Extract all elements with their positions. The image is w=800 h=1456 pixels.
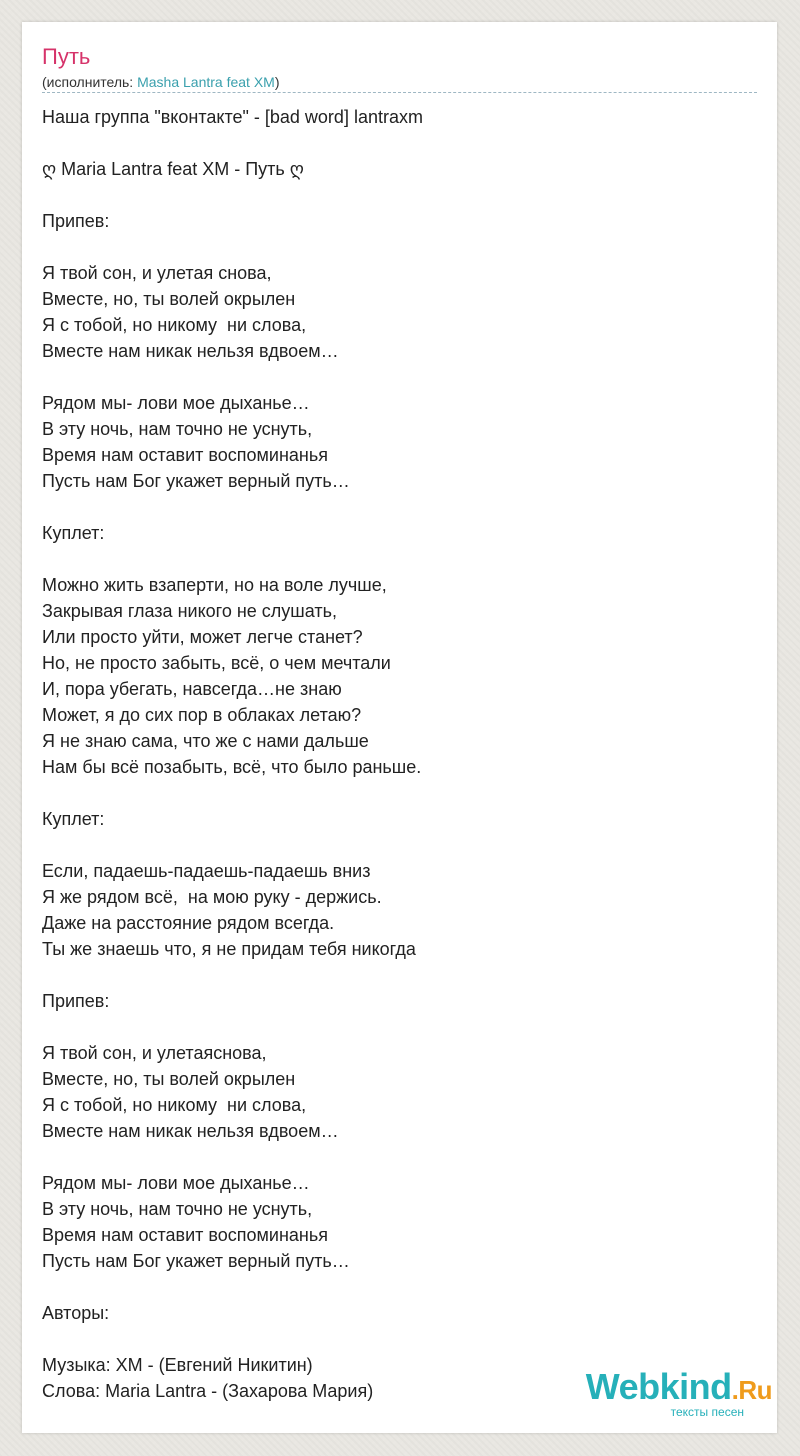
lyric-line: В эту ночь, нам точно не уснуть,: [42, 1199, 313, 1219]
lyric-blank-line: [42, 1274, 742, 1300]
lyric-line: Я с тобой, но никому ни слова,: [42, 315, 307, 335]
lyric-line: Музыка: XM - (Евгений Никитин): [42, 1355, 313, 1375]
webkind-logo[interactable]: [552, 1368, 772, 1418]
lyric-blank-line: [42, 1144, 742, 1170]
lyric-line: Припев:: [42, 211, 110, 231]
artist-link[interactable]: Masha Lantra feat XM: [137, 74, 275, 90]
lyric-blank-line: [42, 780, 742, 806]
lyric-line: Куплет:: [42, 523, 105, 543]
lyric-line: Я твой сон, и улетаяснова,: [42, 1043, 267, 1063]
lyric-line: Я с тобой, но никому ни слова,: [42, 1095, 307, 1115]
artist-prefix: (исполнитель:: [42, 74, 138, 90]
lyric-line: Время нам оставит воспоминанья: [42, 1225, 328, 1245]
lyric-line: Вместе нам никак нельзя вдвоем…: [42, 341, 339, 361]
lyric-line: Я не знаю сама, что же с нами дальше: [42, 731, 369, 751]
lyric-blank-line: [42, 546, 742, 572]
artist-line: [42, 73, 280, 91]
lyric-blank-line: [42, 962, 742, 988]
lyric-line: Но, не просто забыть, всё, о чем мечтали: [42, 653, 391, 673]
lyric-line: Даже на расстояние рядом всегда.: [42, 913, 335, 933]
lyric-line: Может, я до сих пор в облаках летаю?: [42, 705, 362, 725]
song-title: Путь: [42, 44, 91, 69]
lyric-line: В эту ночь, нам точно не уснуть,: [42, 419, 313, 439]
lyric-line: Вместе, но, ты волей окрылен: [42, 1069, 296, 1089]
lyric-blank-line: [42, 130, 742, 156]
lyric-line: Ты же знаешь что, я не придам тебя никогда: [42, 939, 416, 959]
lyric-line: Пусть нам Бог укажет верный путь…: [42, 471, 350, 491]
lyric-line: Вместе нам никак нельзя вдвоем…: [42, 1121, 339, 1141]
lyrics-card: [22, 22, 777, 1433]
lyric-line: Пусть нам Бог укажет верный путь…: [42, 1251, 350, 1271]
lyric-line: Куплет:: [42, 809, 105, 829]
title-divider: [42, 92, 757, 93]
lyric-blank-line: [42, 234, 742, 260]
logo-wordmark: [552, 1368, 772, 1409]
lyric-blank-line: [42, 494, 742, 520]
lyric-line: Припев:: [42, 991, 110, 1011]
lyric-blank-line: [42, 1014, 742, 1040]
lyric-line: Авторы:: [42, 1303, 110, 1323]
lyric-line: Я твой сон, и улетая снова,: [42, 263, 272, 283]
logo-tagline: тексты песен: [670, 1405, 744, 1419]
lyric-line: Слова: Maria Lantra - (Захарова Мария): [42, 1381, 374, 1401]
lyric-line: Закрывая глаза никого не слушать,: [42, 601, 337, 621]
lyric-line: Нам бы всё позабыть, всё, что было раньше.: [42, 757, 422, 777]
lyric-line: Если, падаешь-падаешь-падаешь вниз: [42, 861, 371, 881]
lyric-line: Рядом мы- лови мое дыханье…: [42, 1173, 310, 1193]
lyric-line: Время нам оставит воспоминанья: [42, 445, 328, 465]
lyric-blank-line: [42, 182, 742, 208]
lyric-line: Я же рядом всё, на мою руку - держись.: [42, 887, 382, 907]
logo-suffix-text: .Ru: [731, 1375, 772, 1405]
lyric-line: И, пора убегать, навсегда…не знаю: [42, 679, 342, 699]
lyric-blank-line: [42, 1326, 742, 1352]
lyric-line: Наша группа "вконтакте" - [bad word] lantraxm: [42, 107, 423, 127]
lyric-line: Рядом мы- лови мое дыханье…: [42, 393, 310, 413]
lyrics-text: [42, 104, 742, 1404]
lyric-line: ღ Maria Lantra feat XM - Путь ღ: [42, 159, 304, 179]
lyric-line: Можно жить взаперти, но на воле лучше,: [42, 575, 387, 595]
lyric-blank-line: [42, 364, 742, 390]
logo-main-text: Webkind: [585, 1366, 732, 1407]
lyric-line: Вместе, но, ты волей окрылен: [42, 289, 296, 309]
lyric-blank-line: [42, 832, 742, 858]
artist-suffix: ): [274, 74, 280, 90]
lyric-line: Или просто уйти, может легче станет?: [42, 627, 363, 647]
